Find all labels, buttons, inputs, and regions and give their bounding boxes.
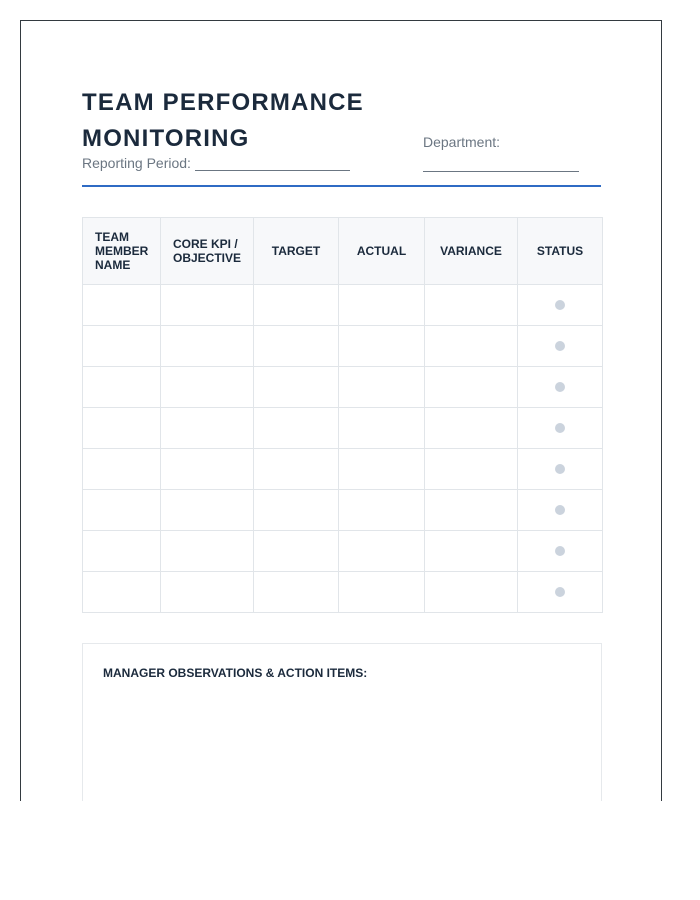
status-dot-icon xyxy=(555,341,565,351)
table-cell[interactable] xyxy=(161,531,254,572)
status-cell[interactable] xyxy=(518,572,603,613)
page-title: TEAM PERFORMANCE MONITORING xyxy=(82,89,364,152)
department-field[interactable] xyxy=(423,171,579,172)
reporting-period-field[interactable] xyxy=(195,156,350,171)
table-row xyxy=(83,367,603,408)
table-cell[interactable] xyxy=(425,449,518,490)
table-cell[interactable] xyxy=(339,408,425,449)
table-row xyxy=(83,285,603,326)
table-cell[interactable] xyxy=(254,326,339,367)
table-cell[interactable] xyxy=(339,326,425,367)
status-cell[interactable] xyxy=(518,449,603,490)
document-header xyxy=(82,85,601,187)
manager-observations-box[interactable] xyxy=(82,643,602,801)
table-cell[interactable] xyxy=(425,408,518,449)
status-cell[interactable] xyxy=(518,490,603,531)
table-row xyxy=(83,490,603,531)
table-row xyxy=(83,572,603,613)
observations-title: MANAGER OBSERVATIONS & ACTION ITEMS: xyxy=(103,666,368,680)
department-label: Department: xyxy=(423,134,501,150)
table-cell[interactable] xyxy=(254,531,339,572)
status-dot-icon xyxy=(555,505,565,515)
reporting-period-label: Reporting Period: xyxy=(82,155,191,171)
table-cell[interactable] xyxy=(83,490,161,531)
table-cell[interactable] xyxy=(161,367,254,408)
status-dot-icon xyxy=(555,464,565,474)
table-cell[interactable] xyxy=(161,408,254,449)
table-cell[interactable] xyxy=(339,285,425,326)
table-cell[interactable] xyxy=(161,490,254,531)
table-cell[interactable] xyxy=(425,490,518,531)
column-header-team-member: TEAM MEMBER NAME xyxy=(83,218,161,285)
column-header-target: TARGET xyxy=(254,218,339,285)
table-cell[interactable] xyxy=(339,531,425,572)
column-header-status: STATUS xyxy=(518,218,603,285)
table-cell[interactable] xyxy=(83,326,161,367)
table-cell[interactable] xyxy=(161,326,254,367)
table-cell[interactable] xyxy=(83,408,161,449)
table-cell[interactable] xyxy=(83,572,161,613)
document-page xyxy=(20,20,662,801)
status-cell[interactable] xyxy=(518,531,603,572)
table-cell[interactable] xyxy=(254,572,339,613)
status-cell[interactable] xyxy=(518,285,603,326)
status-dot-icon xyxy=(555,382,565,392)
table-cell[interactable] xyxy=(254,367,339,408)
table-cell[interactable] xyxy=(161,449,254,490)
status-cell[interactable] xyxy=(518,408,603,449)
status-dot-icon xyxy=(555,587,565,597)
table-cell[interactable] xyxy=(254,490,339,531)
status-dot-icon xyxy=(555,300,565,310)
status-cell[interactable] xyxy=(518,326,603,367)
table-row xyxy=(83,531,603,572)
column-header-variance: VARIANCE xyxy=(425,218,518,285)
table-cell[interactable] xyxy=(339,572,425,613)
table-cell[interactable] xyxy=(425,367,518,408)
column-header-actual: ACTUAL xyxy=(339,218,425,285)
table-cell[interactable] xyxy=(83,367,161,408)
table-row xyxy=(83,408,603,449)
table-cell[interactable] xyxy=(161,285,254,326)
table-cell[interactable] xyxy=(254,449,339,490)
status-dot-icon xyxy=(555,546,565,556)
table-cell[interactable] xyxy=(339,449,425,490)
table-cell[interactable] xyxy=(83,449,161,490)
reporting-period xyxy=(82,155,350,171)
table-cell[interactable] xyxy=(339,367,425,408)
table-cell[interactable] xyxy=(83,531,161,572)
table-cell[interactable] xyxy=(425,531,518,572)
status-dot-icon xyxy=(555,423,565,433)
column-header-kpi: CORE KPI / OBJECTIVE xyxy=(161,218,254,285)
table-cell[interactable] xyxy=(425,285,518,326)
table-cell[interactable] xyxy=(339,490,425,531)
table-cell[interactable] xyxy=(425,572,518,613)
kpi-table xyxy=(82,217,603,613)
table-cell[interactable] xyxy=(83,285,161,326)
table-cell[interactable] xyxy=(425,326,518,367)
table-cell[interactable] xyxy=(161,572,254,613)
status-cell[interactable] xyxy=(518,367,603,408)
table-header-row xyxy=(83,218,603,285)
table-cell[interactable] xyxy=(254,285,339,326)
table-cell[interactable] xyxy=(254,408,339,449)
table-row xyxy=(83,326,603,367)
table-row xyxy=(83,449,603,490)
